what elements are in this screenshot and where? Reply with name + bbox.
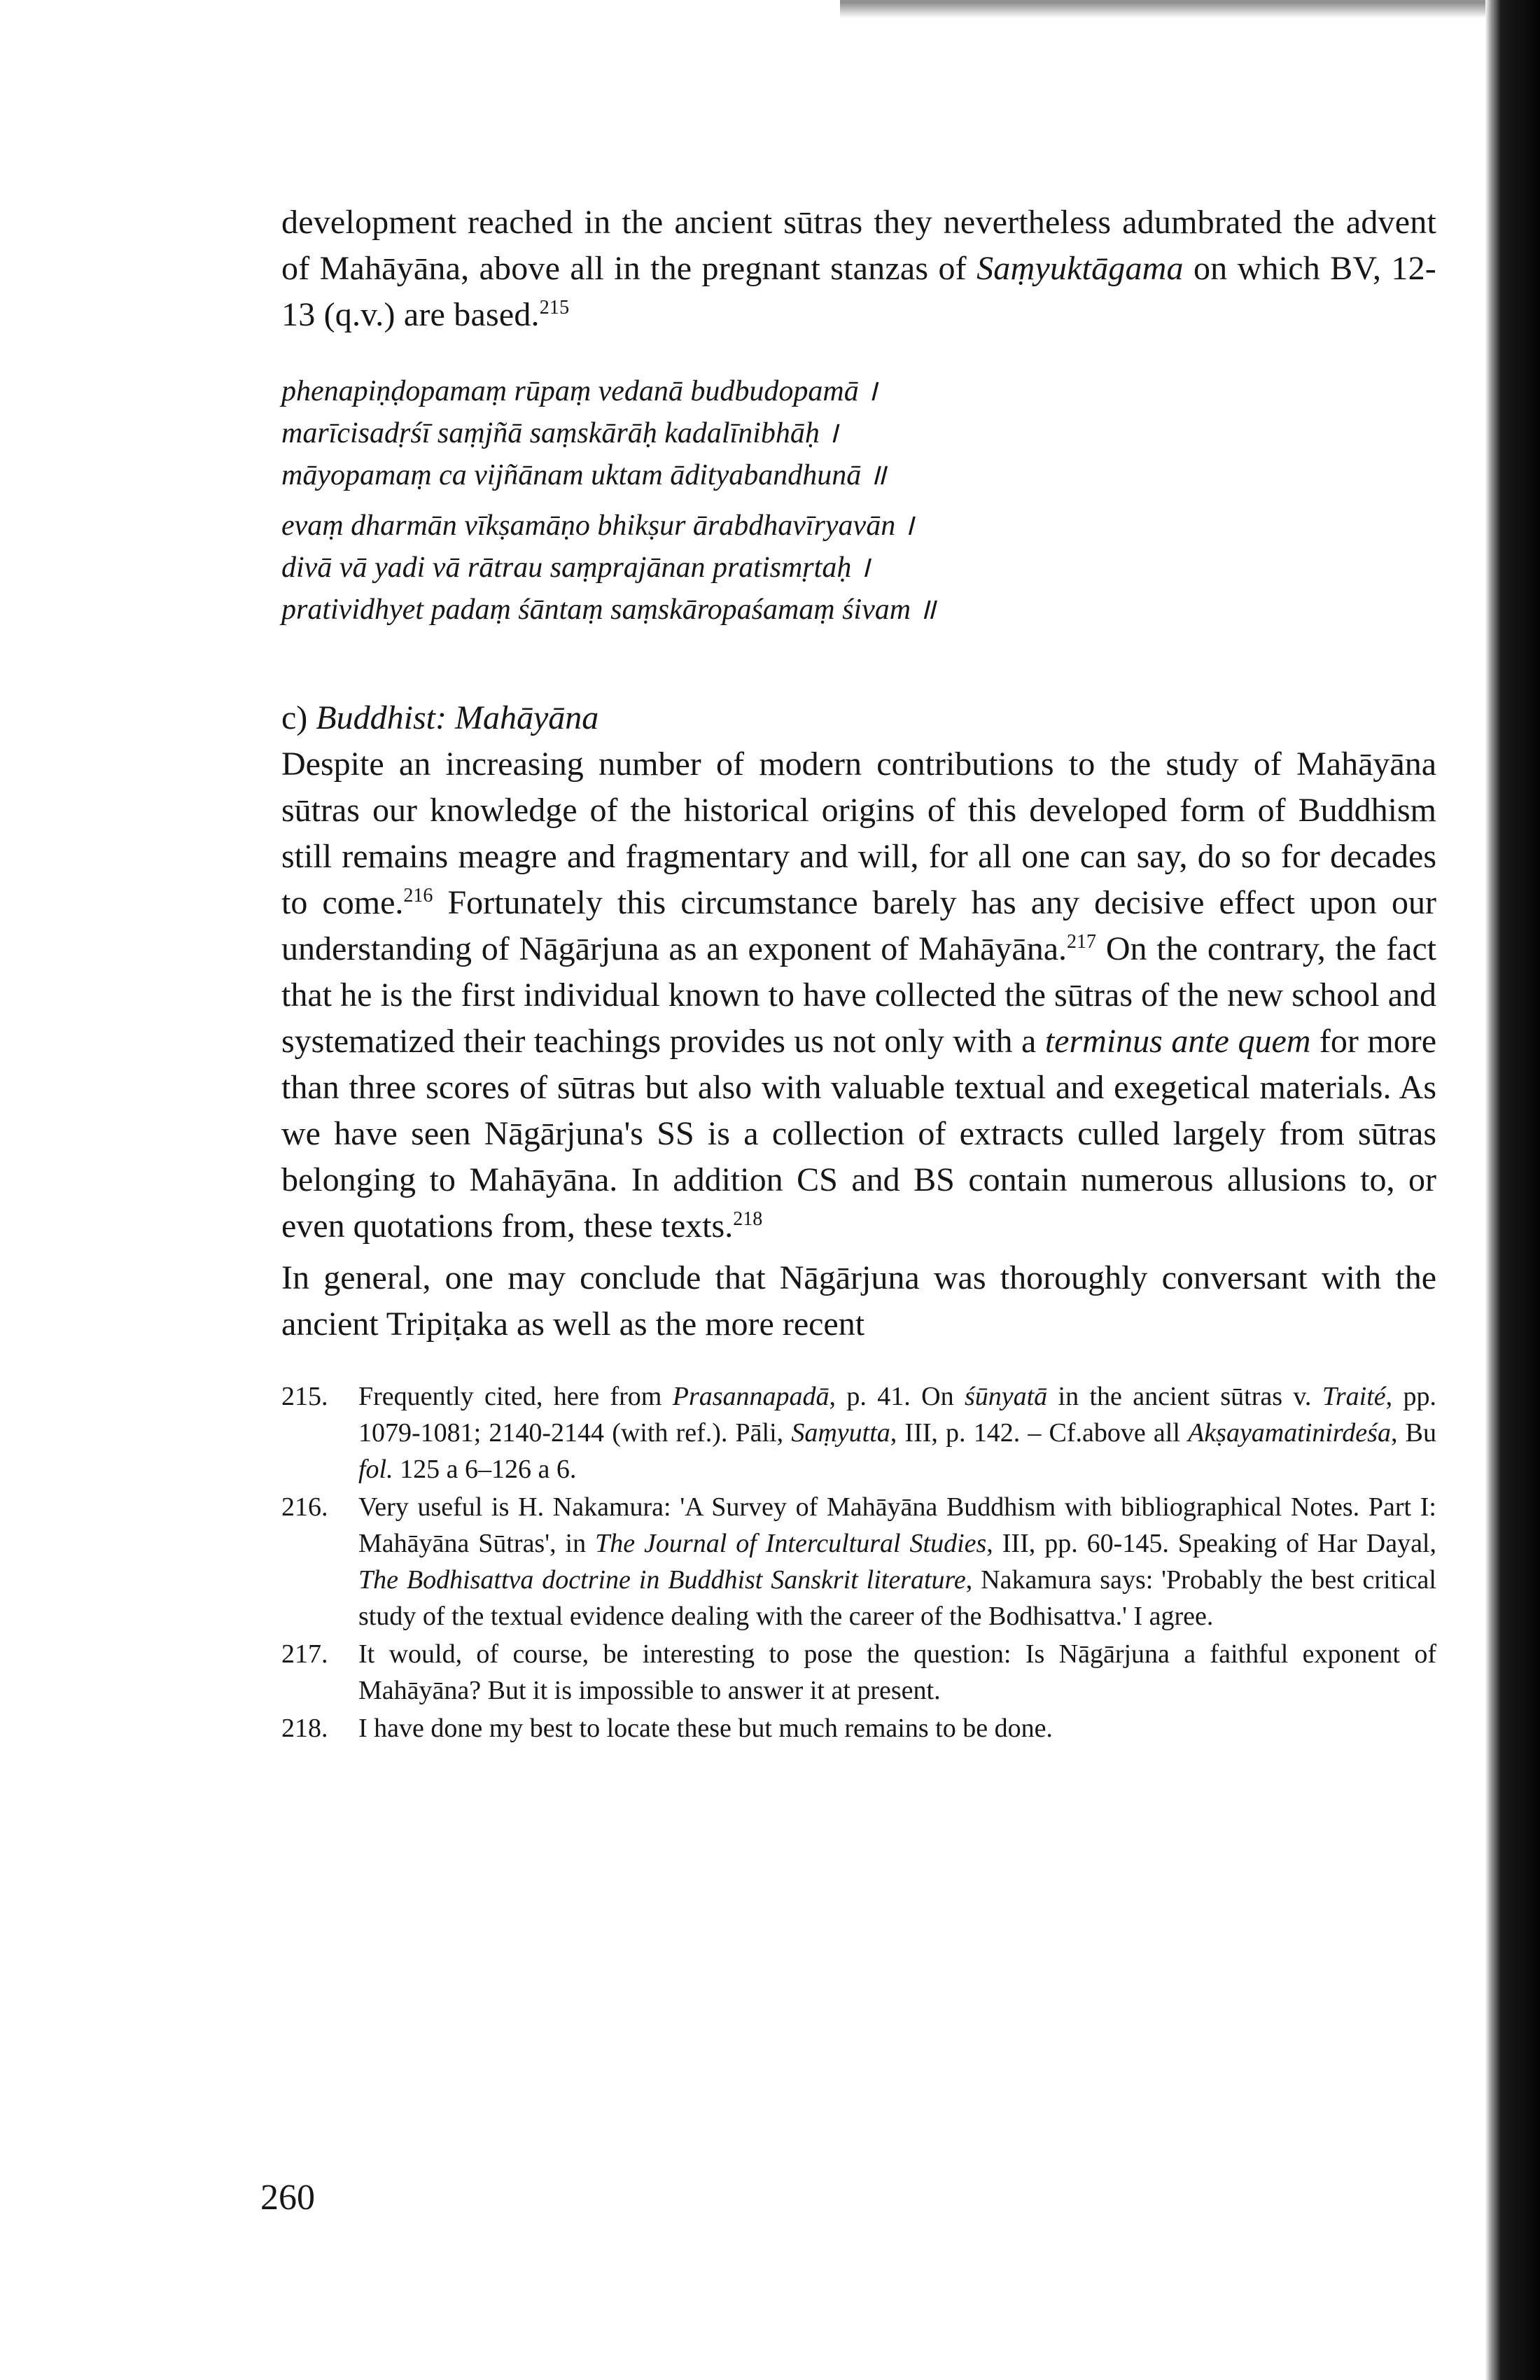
intro-text: development reached in the ancient sūtras they nevertheless adumbrated the advent of Mahāyāna, above all in the pregnant stanzas of (281, 204, 1436, 287)
footnote-segment: , III, pp. 60-145. Speaking of Har Dayal, (986, 1529, 1436, 1558)
footnote-italic: The Journal of Intercultural Studies (595, 1529, 987, 1558)
footnote-number: 216. (281, 1492, 328, 1522)
intro-title-italic: Saṃyuktāgama (976, 250, 1184, 287)
footnote-segment: Very useful is H. Nakamura: 'A Survey of Mahāyāna Buddhism with bibliographical Notes. Part I: Mahāyāna Sūtras', in (358, 1492, 1436, 1558)
footnote-italic: fol. (358, 1455, 393, 1484)
footnotes (281, 1378, 1436, 1746)
footnote-ref-216[interactable]: 216 (403, 885, 433, 906)
footnote-segment: , III, p. 142. – Cf.above all (890, 1418, 1189, 1448)
footnote-ref-218[interactable]: 218 (733, 1208, 763, 1230)
verse-line: marīcisadṛśī saṃjñā saṃskārāḥ kadalīnibhāḥ । (281, 417, 839, 449)
footnote-segment: in the ancient sūtras v. (1047, 1382, 1322, 1411)
verse-line: māyopamaṃ ca vijñānam uktam ādityabandhunā ॥ (281, 459, 886, 491)
body-paragraph-2: In general, one may conclude that Nāgārjuna was thoroughly conversant with the ancient Tripiṭaka as well as the more recent (281, 1259, 1436, 1343)
intro-paragraph (281, 200, 1436, 338)
footnote-218 (281, 1710, 1436, 1746)
verse-group-1 (281, 370, 1436, 496)
section-heading-title: Buddhist: Mahāyāna (316, 699, 599, 736)
footnote-text: I have done my best to locate these but much remains to be done. (358, 1714, 1053, 1743)
section-heading-prefix: c) (281, 699, 316, 736)
footnote-segment: 125 a 6–126 a 6. (393, 1455, 577, 1484)
intro-text-end: on which BV, 12-13 (q.v.) are based. (281, 250, 1436, 333)
footnote-segment: , Bu (1390, 1418, 1436, 1448)
footnote-215 (281, 1378, 1436, 1488)
page-number: 260 (260, 2178, 315, 2218)
body-paragraph-1 (281, 741, 1436, 1250)
body-text: Despite an increasing number of modern contributions to the study of Mahāyāna sūtras our knowledge of the historical origins of this developed form of Buddhism still remains meagre and fragmentary and will, for all one can say, do so for decades to come. (281, 746, 1436, 921)
footnote-text (358, 1489, 1436, 1634)
verse-line: divā vā yadi vā rātrau saṃprajānan pratismṛtaḥ । (281, 552, 870, 584)
page-text-column (281, 200, 1436, 1748)
section-heading (281, 695, 1436, 741)
footnote-segment: , p. 41. On (829, 1382, 965, 1411)
footnote-text (358, 1378, 1436, 1488)
verse-line: evaṃ dharmān vīkṣamāṇo bhikṣur ārabdhavīryavān । (281, 510, 914, 542)
body-italic: terminus ante quem (1044, 1023, 1311, 1060)
footnote-216 (281, 1489, 1436, 1634)
footnote-italic: Traité (1322, 1382, 1386, 1411)
body-text: On the contrary, the fact that he is the first individual known to have collected the sūtras of the new school and systematized their teachings provides us not only with a (281, 930, 1436, 1060)
verse-line: phenapiṇḍopamaṃ rūpaṃ vedanā budbudopamā । (281, 375, 878, 407)
footnote-segment: , pp. 1079-1081; 2140-2144 (with ref.). Pāli, (358, 1382, 1436, 1448)
footnote-italic: Saṃyutta (791, 1418, 890, 1448)
body-text: Fortunately this circumstance barely has any decisive effect upon our understanding of Nāgārjuna as an exponent of Mahāyāna. (281, 884, 1437, 967)
scan-binding-shadow (1485, 0, 1540, 2380)
footnote-ref-215[interactable]: 215 (539, 297, 570, 318)
footnote-segment: Frequently cited, here from (358, 1382, 673, 1411)
verse-group-2 (281, 505, 1436, 631)
footnote-ref-217[interactable]: 217 (1067, 931, 1096, 953)
footnote-number: 217. (281, 1639, 328, 1669)
verse-line: pratividhyet padaṃ śāntaṃ saṃskāropaśamaṃ śivam ॥ (281, 594, 936, 626)
footnote-italic: śūnyatā (964, 1382, 1048, 1411)
footnote-number: 215. (281, 1382, 328, 1411)
scan-top-edge (840, 0, 1540, 18)
footnote-italic: The Bodhisattva doctrine in Buddhist Sanskrit literature (358, 1565, 966, 1595)
body-text: for more than three scores of sūtras but also with valuable textual and exegetical materials. As we have seen Nāgārjuna's SS is a collection of extracts culled largely from sūtras belonging to Mahāyāna. In addition CS and BS contain numerous allusions to, or even quotations from, these texts. (281, 1023, 1437, 1245)
footnote-number: 218. (281, 1714, 328, 1743)
footnote-segment: , Nakamura says: 'Probably the best critical study of the textual evidence dealing with the career of the Bodhisattva.' I agree. (358, 1565, 1436, 1631)
footnote-text: It would, of course, be interesting to pose the question: Is Nāgārjuna a faithful exponent of Mahāyāna? But it is impossible to answer it at present. (358, 1639, 1436, 1705)
footnote-217 (281, 1636, 1436, 1709)
footnote-italic: Prasannapadā (672, 1382, 830, 1411)
footnote-italic: Akṣayamatinirdeśa (1188, 1418, 1391, 1448)
